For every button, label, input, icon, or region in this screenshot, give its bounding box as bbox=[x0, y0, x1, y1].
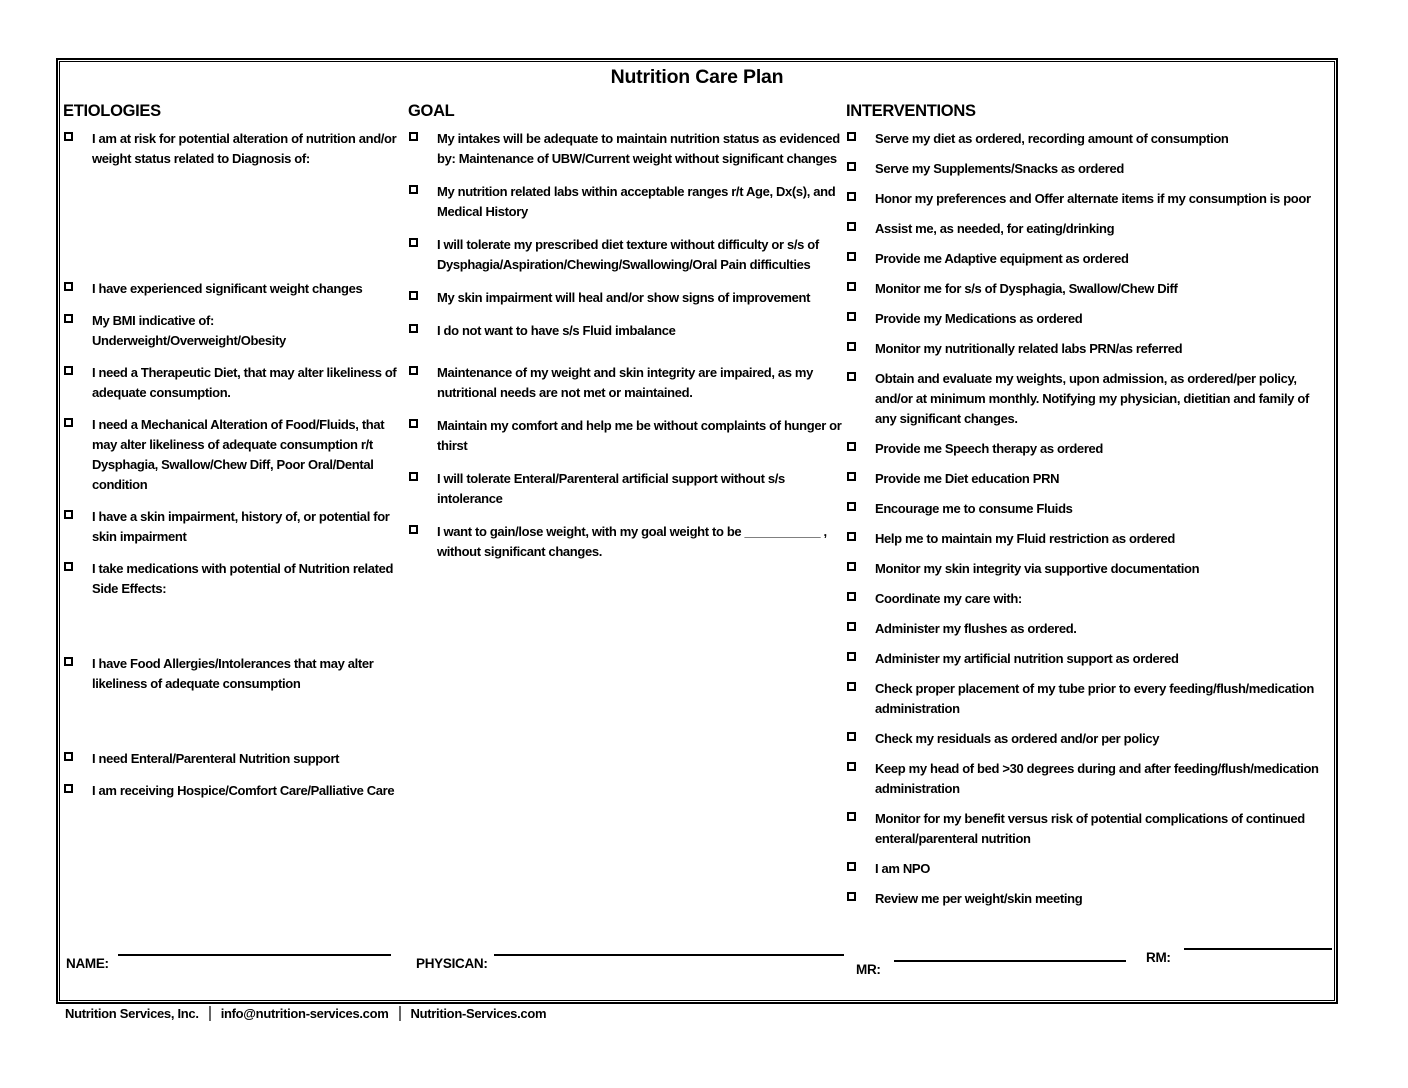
checkbox-icon[interactable] bbox=[409, 419, 418, 428]
footer bbox=[65, 1006, 546, 1021]
checkbox-icon[interactable] bbox=[847, 762, 856, 771]
checklist-item bbox=[846, 439, 1332, 459]
checklist-item-label: Review me per weight/skin meeting bbox=[875, 891, 1083, 906]
checkbox-icon[interactable] bbox=[64, 132, 73, 141]
rm-field-line[interactable] bbox=[1184, 932, 1332, 950]
checkbox-icon[interactable] bbox=[64, 366, 73, 375]
checklist-item bbox=[846, 619, 1332, 639]
checklist-item bbox=[846, 499, 1332, 519]
checklist-item-label: Assist me, as needed, for eating/drinking bbox=[875, 221, 1115, 236]
checklist-item-label: Provide me Speech therapy as ordered bbox=[875, 441, 1103, 456]
physican-label: PHYSICAN: bbox=[416, 956, 488, 971]
checklist-item-label: My intakes will be adequate to maintain nutrition status as evidenced by: Maintenance of UBW/Current weight without significant changes bbox=[437, 131, 840, 166]
checklist-item-label: Serve my diet as ordered, recording amount of consumption bbox=[875, 131, 1229, 146]
checkbox-icon[interactable] bbox=[409, 525, 418, 534]
checklist-item bbox=[846, 279, 1332, 299]
checklist-item-label: Keep my head of bed >30 degrees during and after feeding/flush/medication administration bbox=[875, 761, 1319, 796]
checklist-item bbox=[846, 529, 1332, 549]
checklist-item bbox=[846, 309, 1332, 329]
checklist-item-label: I want to gain/lose weight, with my goal weight to be ___________ , without significant changes. bbox=[437, 524, 827, 559]
checklist-item bbox=[408, 416, 844, 456]
checkbox-icon[interactable] bbox=[847, 192, 856, 201]
checklist-item bbox=[408, 129, 844, 169]
checklist-item bbox=[408, 182, 844, 222]
checkbox-icon[interactable] bbox=[847, 652, 856, 661]
checklist-item-label: I am at risk for potential alteration of nutrition and/or weight status related to Diagnosis of: bbox=[92, 131, 397, 166]
checkbox-icon[interactable] bbox=[64, 314, 73, 323]
checklist-item-label: Monitor for my benefit versus risk of potential complications of continued enteral/parenteral nutrition bbox=[875, 811, 1305, 846]
checkbox-icon[interactable] bbox=[409, 238, 418, 247]
checklist-item-label: Maintenance of my weight and skin integrity are impaired, as my nutritional needs are not met or maintained. bbox=[437, 365, 814, 400]
checklist-item-label: Monitor me for s/s of Dysphagia, Swallow/Chew Diff bbox=[875, 281, 1178, 296]
goal-header: GOAL bbox=[408, 102, 455, 120]
checklist-item-label: Provide my Medications as ordered bbox=[875, 311, 1083, 326]
checkbox-icon[interactable] bbox=[847, 502, 856, 511]
checklist-item-label: Coordinate my care with: bbox=[875, 591, 1022, 606]
mr-label: MR: bbox=[856, 962, 881, 977]
physican-field-line[interactable] bbox=[494, 938, 844, 956]
checkbox-icon[interactable] bbox=[64, 282, 73, 291]
checklist-item bbox=[408, 235, 844, 275]
name-field-line[interactable] bbox=[118, 938, 391, 956]
checkbox-icon[interactable] bbox=[847, 162, 856, 171]
checklist-item bbox=[408, 321, 844, 341]
checkbox-icon[interactable] bbox=[64, 510, 73, 519]
checklist-item bbox=[846, 589, 1332, 609]
checklist-item bbox=[846, 809, 1332, 849]
checkbox-icon[interactable] bbox=[847, 472, 856, 481]
rm-label: RM: bbox=[1146, 950, 1171, 965]
checkbox-icon[interactable] bbox=[847, 132, 856, 141]
footer-company: Nutrition Services, Inc. bbox=[65, 1006, 199, 1021]
checkbox-icon[interactable] bbox=[847, 222, 856, 231]
checkbox-icon[interactable] bbox=[847, 252, 856, 261]
checklist-item-label: I take medications with potential of Nutrition related Side Effects: bbox=[92, 561, 394, 596]
checklist-item bbox=[63, 559, 407, 599]
checklist-item-label: I will tolerate Enteral/Parenteral artificial support without s/s intolerance bbox=[437, 471, 785, 506]
checklist-item-label: My nutrition related labs within acceptable ranges r/t Age, Dx(s), and Medical History bbox=[437, 184, 836, 219]
checklist-item-label: Check proper placement of my tube prior to every feeding/flush/medication administration bbox=[875, 681, 1314, 716]
checkbox-icon[interactable] bbox=[847, 532, 856, 541]
checklist-item bbox=[63, 311, 407, 351]
checklist-item bbox=[846, 129, 1332, 149]
checklist-item-label: My skin impairment will heal and/or show signs of improvement bbox=[437, 290, 811, 305]
footer-separator bbox=[209, 1006, 211, 1021]
checkbox-icon[interactable] bbox=[847, 682, 856, 691]
checklist-item bbox=[846, 249, 1332, 269]
etiologies-header: ETIOLOGIES bbox=[63, 102, 161, 120]
checklist-item-label: I need a Mechanical Alteration of Food/Fluids, that may alter likeliness of adequate consumption r/t Dysphagia, Swallow/Chew Diff, Poor Oral/Dental condition bbox=[92, 417, 385, 492]
checklist-item-label: I have a skin impairment, history of, or potential for skin impairment bbox=[92, 509, 390, 544]
checklist-item bbox=[846, 339, 1332, 359]
checkbox-icon[interactable] bbox=[847, 732, 856, 741]
document-border-frame bbox=[56, 58, 1338, 1004]
checklist-item bbox=[846, 859, 1332, 879]
checklist-item bbox=[63, 507, 407, 547]
checklist-item-label: I have Food Allergies/Intolerances that may alter likeliness of adequate consumption bbox=[92, 656, 374, 691]
checklist-item-label: Administer my flushes as ordered. bbox=[875, 621, 1077, 636]
checklist-item-label: Monitor my nutritionally related labs PRN/as referred bbox=[875, 341, 1183, 356]
checklist-item bbox=[63, 415, 407, 495]
checklist-item bbox=[846, 369, 1332, 429]
checklist-item bbox=[63, 363, 407, 403]
footer-email: info@nutrition-services.com bbox=[220, 1006, 389, 1021]
checklist-item-label: I am receiving Hospice/Comfort Care/Palliative Care bbox=[92, 783, 395, 798]
checklist-item bbox=[846, 889, 1332, 909]
checklist-item-label: Check my residuals as ordered and/or per policy bbox=[875, 731, 1160, 746]
checklist-item-label: Administer my artificial nutrition support as ordered bbox=[875, 651, 1179, 666]
checklist-item bbox=[408, 522, 844, 562]
checklist-item bbox=[846, 219, 1332, 239]
checklist-item-label: My BMI indicative of: Underweight/Overweight/Obesity bbox=[92, 313, 286, 348]
checklist-item bbox=[846, 729, 1332, 749]
checklist-item bbox=[846, 469, 1332, 489]
checkbox-icon[interactable] bbox=[409, 132, 418, 141]
checklist-item-label: Maintain my comfort and help me be without complaints of hunger or thirst bbox=[437, 418, 842, 453]
checkbox-icon[interactable] bbox=[847, 342, 856, 351]
checklist-item-label: I am NPO bbox=[875, 861, 930, 876]
checkbox-icon[interactable] bbox=[409, 185, 418, 194]
checkbox-icon[interactable] bbox=[409, 472, 418, 481]
goal-column bbox=[408, 102, 844, 575]
checklist-item-label: Obtain and evaluate my weights, upon admission, as ordered/per policy, and/or at minimum monthly. Notifying my physician, dietitian and family of any significant changes. bbox=[875, 371, 1309, 426]
checklist-item bbox=[846, 679, 1332, 719]
name-label: NAME: bbox=[66, 956, 109, 971]
checkbox-icon[interactable] bbox=[847, 562, 856, 571]
footer-separator bbox=[399, 1006, 401, 1021]
checklist-item-label: Help me to maintain my Fluid restriction as ordered bbox=[875, 531, 1175, 546]
checklist-item bbox=[846, 189, 1332, 209]
checklist-item bbox=[63, 279, 407, 299]
checklist-item-label: Monitor my skin integrity via supportive documentation bbox=[875, 561, 1200, 576]
checklist-item bbox=[408, 363, 844, 403]
checkbox-icon[interactable] bbox=[847, 312, 856, 321]
checkbox-icon[interactable] bbox=[409, 366, 418, 375]
etiologies-checklist bbox=[63, 129, 407, 801]
checkbox-icon[interactable] bbox=[847, 812, 856, 821]
checklist-item bbox=[846, 759, 1332, 799]
interventions-checklist bbox=[846, 129, 1332, 909]
checklist-item bbox=[846, 649, 1332, 669]
checkbox-icon[interactable] bbox=[64, 418, 73, 427]
checkbox-icon[interactable] bbox=[409, 291, 418, 300]
checklist-item bbox=[63, 129, 407, 169]
checkbox-icon[interactable] bbox=[847, 282, 856, 291]
mr-field-line[interactable] bbox=[894, 944, 1126, 962]
checkbox-icon[interactable] bbox=[64, 562, 73, 571]
checkbox-icon[interactable] bbox=[847, 372, 856, 381]
checklist-item-label: I will tolerate my prescribed diet texture without difficulty or s/s of Dysphagia/Aspiration/Chewing/Swallowing/Oral Pain difficulties bbox=[437, 237, 819, 272]
interventions-column bbox=[846, 102, 1332, 919]
checklist-item-label: Encourage me to consume Fluids bbox=[875, 501, 1073, 516]
checklist-item-label: Provide me Adaptive equipment as ordered bbox=[875, 251, 1129, 266]
checkbox-icon[interactable] bbox=[64, 784, 73, 793]
checklist-item bbox=[846, 159, 1332, 179]
checklist-item bbox=[408, 469, 844, 509]
checkbox-icon[interactable] bbox=[847, 862, 856, 871]
checklist-item bbox=[63, 749, 407, 769]
interventions-header: INTERVENTIONS bbox=[846, 102, 976, 120]
checklist-item-label: I do not want to have s/s Fluid imbalance bbox=[437, 323, 676, 338]
etiologies-column bbox=[63, 102, 407, 813]
checklist-item-label: Honor my preferences and Offer alternate items if my consumption is poor bbox=[875, 191, 1311, 206]
checkbox-icon[interactable] bbox=[64, 752, 73, 761]
checkbox-icon[interactable] bbox=[847, 442, 856, 451]
page-title: Nutrition Care Plan bbox=[610, 66, 784, 88]
checklist-item-label: I have experienced significant weight changes bbox=[92, 281, 363, 296]
checkbox-icon[interactable] bbox=[64, 657, 73, 666]
checkbox-icon[interactable] bbox=[847, 892, 856, 901]
goal-checklist bbox=[408, 129, 844, 562]
checklist-item bbox=[408, 288, 844, 308]
checkbox-icon[interactable] bbox=[847, 592, 856, 601]
checkbox-icon[interactable] bbox=[409, 324, 418, 333]
checklist-item bbox=[63, 781, 407, 801]
checklist-item-label: Provide me Diet education PRN bbox=[875, 471, 1060, 486]
checklist-item-label: I need Enteral/Parenteral Nutrition support bbox=[92, 751, 340, 766]
checklist-item-label: Serve my Supplements/Snacks as ordered bbox=[875, 161, 1124, 176]
footer-website: Nutrition-Services.com bbox=[410, 1006, 547, 1021]
checkbox-icon[interactable] bbox=[847, 622, 856, 631]
checklist-item bbox=[846, 559, 1332, 579]
checklist-item bbox=[63, 654, 407, 694]
checklist-item-label: I need a Therapeutic Diet, that may alter likeliness of adequate consumption. bbox=[92, 365, 397, 400]
